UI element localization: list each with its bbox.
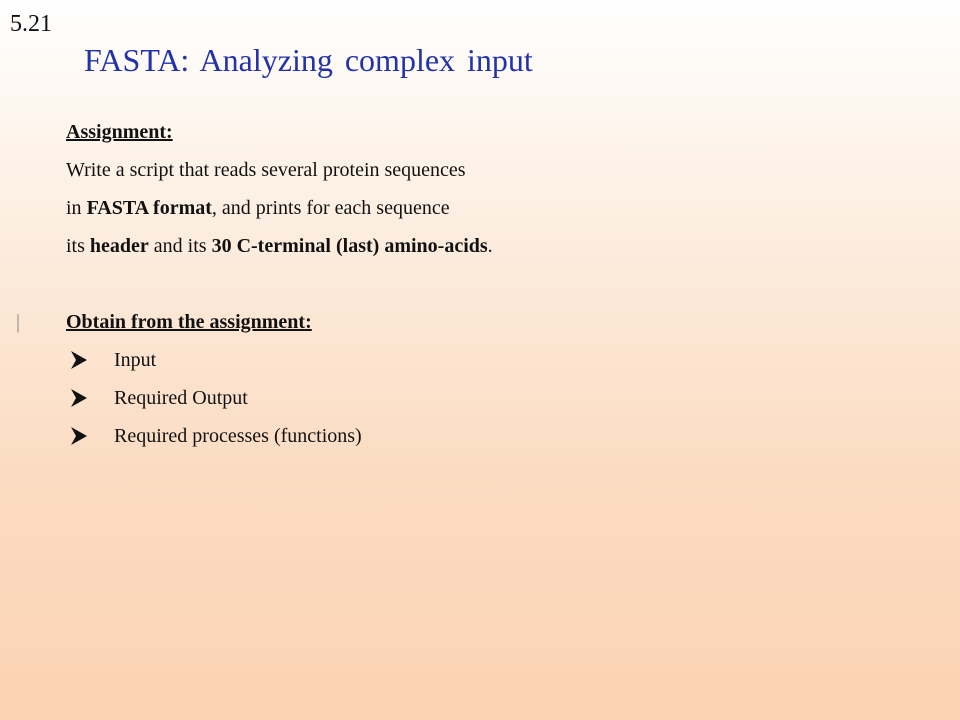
assignment-line-2-pre: in bbox=[66, 197, 87, 219]
assignment-heading-line bbox=[66, 115, 926, 153]
obtain-heading: Obtain from the assignment: bbox=[66, 311, 312, 333]
list-item-required-output bbox=[66, 381, 926, 419]
arrow-bullet-icon bbox=[68, 381, 92, 415]
arrow-bullet-icon bbox=[68, 343, 92, 377]
assignment-line-3-post: . bbox=[487, 235, 493, 257]
slide-content bbox=[16, 115, 926, 457]
list-item-label: Input bbox=[114, 349, 157, 371]
list-item-label: Required processes (functions) bbox=[114, 425, 362, 447]
slide-number: 5.21 bbox=[10, 11, 52, 37]
assignment-line-2-post: , and prints for each sequence bbox=[211, 197, 450, 219]
assignment-line-2 bbox=[66, 191, 926, 229]
obtain-heading-line bbox=[16, 305, 926, 343]
text-cursor-bar: | bbox=[16, 311, 21, 333]
list-item-required-processes bbox=[66, 419, 926, 457]
header-term: header bbox=[89, 235, 149, 257]
assignment-heading: Assignment: bbox=[66, 121, 173, 143]
fasta-format-term: FASTA format bbox=[86, 197, 212, 219]
list-item-label: Required Output bbox=[114, 387, 248, 409]
assignment-line-3-mid: and its bbox=[148, 235, 212, 257]
arrow-bullet-icon bbox=[68, 419, 92, 453]
assignment-line-1: Write a script that reads several protein sequences bbox=[66, 159, 466, 181]
slide-title: FASTA: Analyzing complex input bbox=[84, 42, 533, 78]
assignment-line-3 bbox=[66, 229, 926, 267]
assignment-line-3-pre: its bbox=[66, 235, 90, 257]
list-item-input bbox=[66, 343, 926, 381]
c-terminal-term: 30 C-terminal (last) amino-acids bbox=[211, 235, 488, 257]
